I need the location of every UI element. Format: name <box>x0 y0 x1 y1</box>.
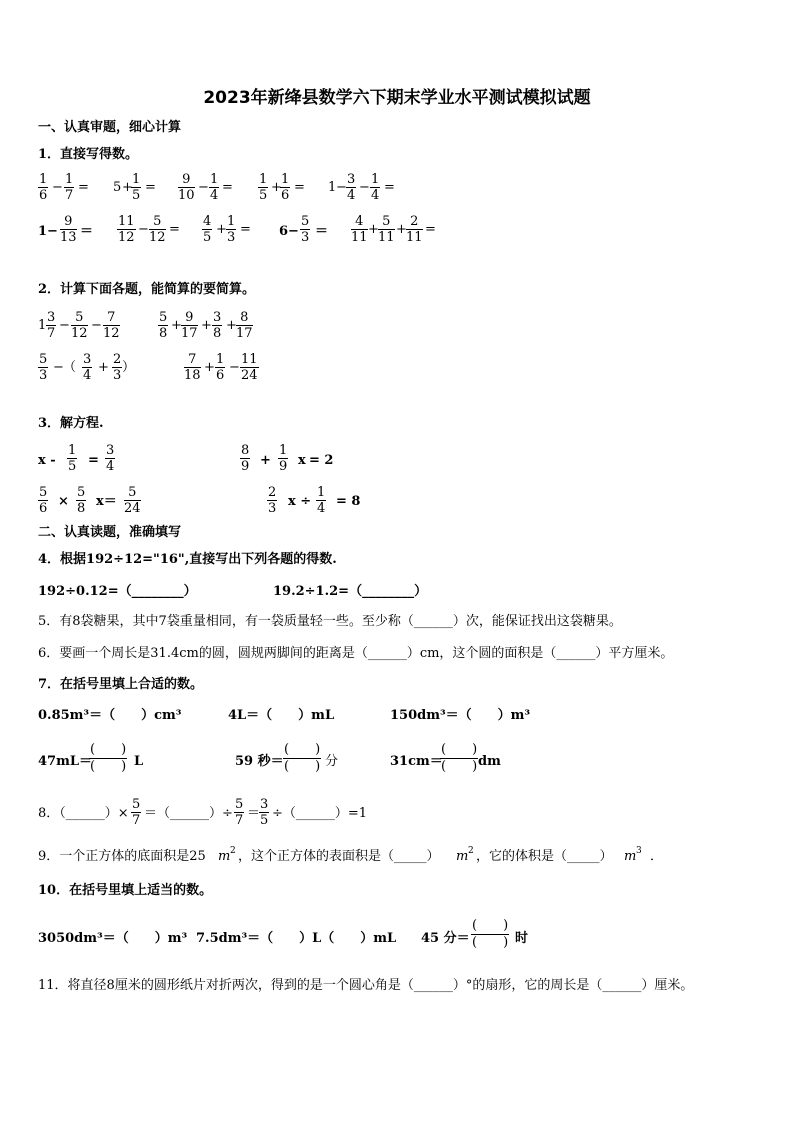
fraction: $\frac{11}{12}$ <box>118 214 135 245</box>
exponent: 3 <box>636 846 642 856</box>
fraction: $\frac{4}{5}$ <box>203 214 212 245</box>
fraction: $\frac{2}{3}$ <box>113 352 122 383</box>
unit-m: m <box>624 849 637 864</box>
whole-number: 6 <box>279 224 289 239</box>
equals-sign: ＝ <box>315 224 329 239</box>
unit-label: L <box>134 754 144 769</box>
fraction: $\frac{4}{11}$ <box>351 214 368 245</box>
q10-item-3: 45 分＝ <box>421 931 470 946</box>
equals-sign: = <box>78 180 89 195</box>
fraction: $\frac{5}{24}$ <box>124 485 141 516</box>
q9-part: ． <box>650 849 664 864</box>
minus-sign: − <box>138 222 149 237</box>
fraction: $\frac{3}{5}$ <box>260 797 269 828</box>
fraction: $\frac{1}{6}$ <box>39 172 48 203</box>
whole-number: 1 <box>38 318 47 333</box>
fraction: $\frac{1}{4}$ <box>210 172 219 203</box>
minus-sign: − <box>53 360 64 375</box>
answer-fraction-blank[interactable]: ( ) ( ) <box>441 742 478 774</box>
minus-sign: − <box>359 180 370 195</box>
fraction: $\frac{1}{5}$ <box>132 172 141 203</box>
equals-sign: = <box>145 180 156 195</box>
equals-sign: = <box>240 222 251 237</box>
whole-number: 5 <box>113 180 122 195</box>
fraction: $\frac{7}{12}$ <box>103 310 120 341</box>
variable-x: x <box>298 453 306 468</box>
unit-label: dm <box>478 754 501 769</box>
plus-sign: + <box>368 222 379 237</box>
minus-sign: − <box>336 180 347 195</box>
minus-sign: − <box>52 180 63 195</box>
equals-sign: ＝ <box>80 224 94 239</box>
question-6: 6．要画一个周长是31.4cm的圆，圆规两脚间的距离是（______）cm，这个圆的面积是（______）平方厘米。 <box>38 646 674 661</box>
plus-sign: + <box>171 318 182 333</box>
fraction: $\frac{5}{8}$ <box>159 310 168 341</box>
times-sign: × <box>58 494 69 509</box>
answer-fraction-blank[interactable]: ( ) ( ) <box>90 742 127 774</box>
left-paren: （ <box>63 360 77 375</box>
minus-sign: − <box>229 360 240 375</box>
section-heading-2: 二、认真读题，准确填写 <box>38 525 182 540</box>
equals-sign: = <box>222 180 233 195</box>
question-11: 11．将直径8厘米的圆形纸片对折两次，得到的是一个圆心角是（______）°的扇形，它的周长是（______）厘米。 <box>38 978 694 993</box>
plus-sign: + <box>396 222 407 237</box>
fraction: $\frac{5}{7}$ <box>132 797 141 828</box>
minus-sign: − <box>198 180 209 195</box>
equals-sign: = <box>384 180 395 195</box>
fraction: $\frac{1}{9}$ <box>279 443 288 474</box>
whole-number: 1 <box>328 180 337 195</box>
q10-item-2: 7.5dm³＝（ ）L（ ）mL <box>196 931 397 946</box>
q8-part: 8．（______）× <box>38 806 129 821</box>
exponent: 2 <box>230 846 236 856</box>
fraction: $\frac{3}{4}$ <box>83 352 92 383</box>
equation-term: x ÷ <box>288 494 312 509</box>
q7-item-5: 59 秒＝ <box>235 754 284 769</box>
equation-term: x＝ <box>96 494 117 509</box>
equals-sign: = <box>425 222 436 237</box>
q9-part: ，它的体积是（_____） <box>476 849 613 864</box>
q8-part: ÷（______）=1 <box>272 806 368 821</box>
q9-part: ，这个正方体的表面积是（_____） <box>238 849 440 864</box>
plus-sign: + <box>204 360 215 375</box>
question-3-label: 3．解方程. <box>38 416 104 431</box>
plus-sign: + <box>201 318 212 333</box>
fraction: $\frac{5}{8}$ <box>77 485 86 516</box>
fraction: $\frac{5}{3}$ <box>301 214 310 245</box>
question-1-label: 1．直接写得数。 <box>38 147 139 162</box>
q9-part: 9．一个正方体的底面积是25 <box>38 849 206 864</box>
answer-fraction-blank[interactable]: ( ) ( ) <box>284 742 321 774</box>
fraction: $\frac{3}{4}$ <box>106 443 115 474</box>
fraction: $\frac{5}{12}$ <box>149 214 166 245</box>
fraction: $\frac{1}{7}$ <box>65 172 74 203</box>
q7-item-2: 4L＝（ ）mL <box>228 708 335 723</box>
fraction: $\frac{1}{5}$ <box>259 172 268 203</box>
question-10-label: 10．在括号里填上适当的数。 <box>38 883 213 898</box>
fraction: $\frac{3}{8}$ <box>213 310 222 341</box>
fraction: $\frac{9}{13}$ <box>60 214 77 245</box>
fraction: $\frac{1}{4}$ <box>317 485 326 516</box>
fraction: $\frac{2}{11}$ <box>406 214 423 245</box>
q7-item-1: 0.85m³＝（ ）cm³ <box>38 708 182 723</box>
fraction: $\frac{1}{4}$ <box>371 172 380 203</box>
fraction: $\frac{1}{6}$ <box>216 352 225 383</box>
fraction: $\frac{3}{7}$ <box>47 310 56 341</box>
minus-sign: − <box>91 318 102 333</box>
q7-item-6: 31cm＝ <box>390 754 443 769</box>
equals-sign: = <box>88 453 99 468</box>
question-7-label: 7．在括号里填上合适的数。 <box>38 677 204 692</box>
plus-sign: + <box>216 222 227 237</box>
plus-sign: + <box>98 360 109 375</box>
unit-label: 分 <box>325 754 339 769</box>
section-heading-1: 一、认真审题，细心计算 <box>38 120 182 135</box>
fraction: $\frac{3}{4}$ <box>347 172 356 203</box>
fraction: $\frac{8}{17}$ <box>236 310 253 341</box>
equals-sign: = <box>294 180 305 195</box>
fraction: $\frac{5}{12}$ <box>71 310 88 341</box>
unit-m: m <box>218 849 231 864</box>
fraction: $\frac{1}{5}$ <box>68 443 77 474</box>
question-4-part-a: 192÷0.12=（________） <box>38 584 197 599</box>
question-2-label: 2．计算下面各题，能简算的要简算。 <box>38 282 256 297</box>
fraction: $\frac{1}{3}$ <box>227 214 236 245</box>
page-title: 2023年新绛县数学六下期末学业水平测试模拟试题 <box>203 88 591 108</box>
q8-part: ＝（______）÷ <box>144 806 233 821</box>
fraction: $\frac{5}{7}$ <box>235 797 244 828</box>
fraction: $\frac{1}{6}$ <box>281 172 290 203</box>
fraction: $\frac{7}{18}$ <box>184 352 201 383</box>
fraction: $\frac{5}{3}$ <box>39 352 48 383</box>
equation-result: = 2 <box>309 453 334 468</box>
fraction: $\frac{8}{9}$ <box>241 443 250 474</box>
equals-sign: = <box>169 222 180 237</box>
exponent: 2 <box>468 846 474 856</box>
question-4-label: 4．根据192÷12="16",直接写出下列各题的得数. <box>38 552 337 567</box>
right-paren: ） <box>122 360 136 375</box>
minus-sign: − <box>288 224 299 239</box>
minus-sign: − <box>59 318 70 333</box>
question-5: 5．有8袋糖果，其中7袋重量相同，有一袋质量轻一些。至少称（______）次，能保证找出这袋糖果。 <box>38 614 622 629</box>
fraction: $\frac{2}{3}$ <box>268 485 277 516</box>
fraction: $\frac{9}{10}$ <box>178 172 195 203</box>
equation-term: x - <box>38 453 56 468</box>
q7-item-4: 47mL＝ <box>38 754 92 769</box>
equation-result: = 8 <box>336 494 361 509</box>
plus-sign: + <box>226 318 237 333</box>
fraction: $\frac{11}{24}$ <box>241 352 258 383</box>
minus-sign: − <box>47 224 58 239</box>
fraction: $\frac{9}{17}$ <box>181 310 198 341</box>
q7-item-3: 150dm³＝（ ）m³ <box>390 708 531 723</box>
fraction: $\frac{5}{11}$ <box>378 214 395 245</box>
unit-m: m <box>456 849 469 864</box>
q10-item-1: 3050dm³＝（ ）m³ <box>38 931 188 946</box>
fraction: $\frac{5}{6}$ <box>39 485 48 516</box>
plus-sign: + <box>260 453 271 468</box>
equals-sign: ＝ <box>247 806 261 821</box>
plus-sign: + <box>271 180 282 195</box>
unit-label: 时 <box>515 931 529 946</box>
question-4-part-b: 19.2÷1.2=（________） <box>273 584 428 599</box>
whole-number: 1 <box>38 224 48 239</box>
plus-sign: + <box>122 180 133 195</box>
answer-fraction-blank[interactable]: ( ) ( ) <box>472 918 509 950</box>
